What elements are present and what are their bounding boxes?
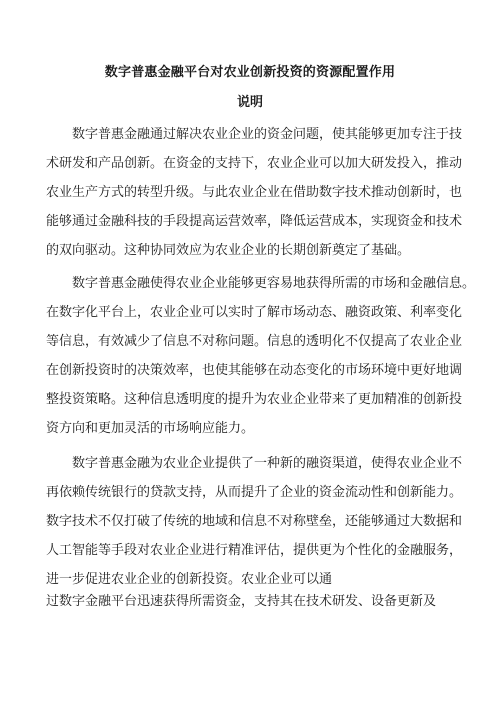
paragraph-line: 的双向驱动。这种协同效应为农业企业的长期创新奠定了基础。 (46, 243, 411, 258)
paragraph-line: 在数字化平台上，农业企业可以实时了解市场动态、融资政策、利率变化 (46, 305, 463, 320)
paragraph-line: 整投资策略。这种信息透明度的提升为农业企业带来了更加精准的创新投 (46, 392, 463, 407)
paragraph-line: 数字普惠金融通过解决农业企业的资金问题，使其能够更加专注于技 (72, 127, 463, 142)
paragraph-line: 人工智能等手段对农业企业进行精准评估，提供更为个性化的金融服务， (46, 543, 463, 558)
paragraph-line: 等信息，有效减少了信息不对称问题。信息的透明化不仅提高了农业企业 (46, 334, 463, 349)
paragraph-line: 数字普惠金融使得农业企业能够更容易地获得所需的市场和金融信息。 (72, 276, 476, 291)
paragraph-line: 农业生产方式的转型升级。与此农业企业在借助数字技术推动创新时，也 (46, 185, 463, 200)
paragraph-line: 过数字金融平台迅速获得所需资金，支持其在技术研发、设备更新及 (46, 594, 437, 609)
paragraph-line: 资方向和更加灵活的市场响应能力。 (46, 421, 255, 436)
paragraph-line: 数字普惠金融为农业企业提供了一种新的融资渠道，使得农业企业不 (72, 456, 463, 471)
paragraph-line: 能够通过金融科技的手段提高运营效率，降低运营成本，实现资金和技术 (46, 214, 463, 229)
paragraph-line: 再依赖传统银行的贷款支持，从而提升了企业的资金流动性和创新能力。 (46, 485, 463, 500)
paragraph-line: 在创新投资时的决策效率，也使其能够在动态变化的市场环境中更好地调 (46, 363, 463, 378)
paragraph-line: 数字技术不仅打破了传统的地域和信息不对称壁垒，还能够通过大数据和 (46, 514, 463, 529)
section-heading: 说明 (236, 95, 263, 110)
paragraph-line: 术研发和产品创新。在资金的支持下，农业企业可以加大研发投入，推动 (46, 156, 463, 171)
paragraph-line: 进一步促进农业企业的创新投资。农业企业可以通 (46, 572, 333, 587)
document-title: 数字普惠金融平台对农业创新投资的资源配置作用 (104, 65, 396, 80)
